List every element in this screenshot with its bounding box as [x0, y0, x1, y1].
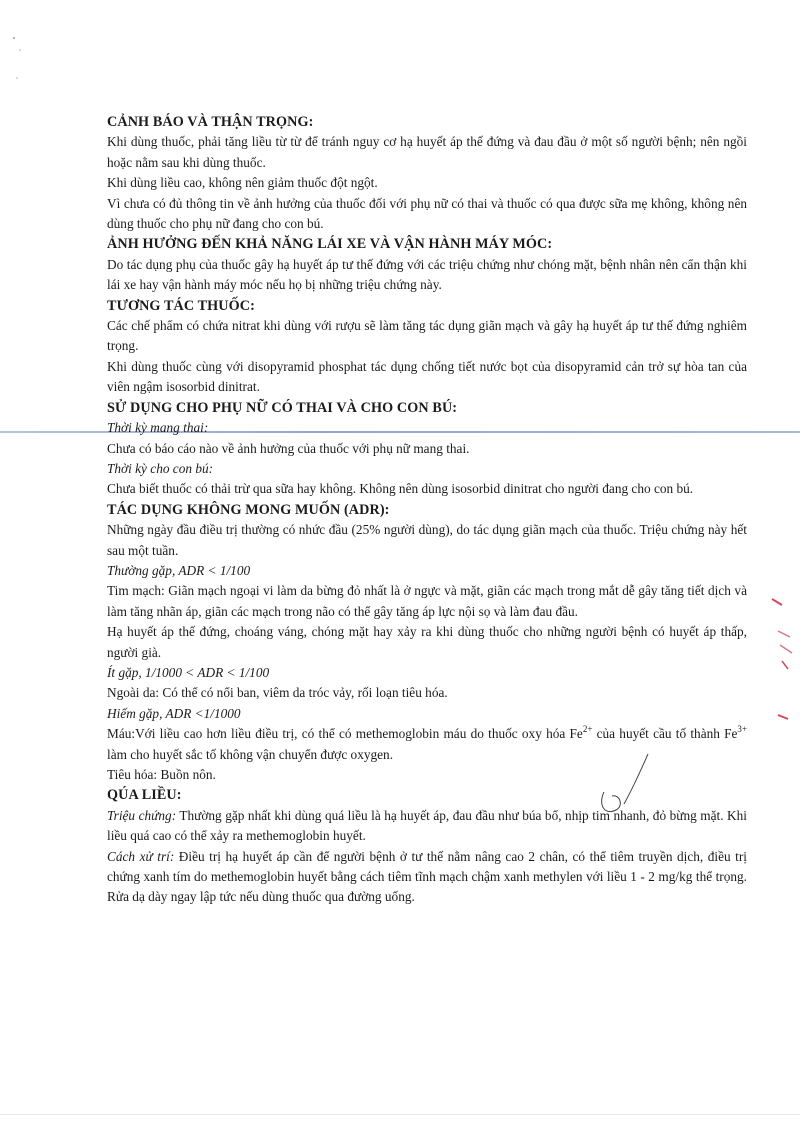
paragraph: Khi dùng thuốc, phải tăng liều từ từ để tránh nguy cơ hạ huyết áp thế đứng và đau đầu ở một số người bệnh; nên ngồi hoặc nằm sau khi dùng thuốc.: [107, 134, 747, 170]
section-heading-warnings: CẢNH BÁO VÀ THẬN TRỌNG:: [107, 114, 314, 130]
paragraph: Tim mạch: Giãn mạch ngoại vi làm da bừng đỏ nhất là ở ngực và mặt, giãn các mạch trong mắt dễ gây tăng tiết dịch và làm tăng nhãn áp, giãn các mạch trong não có thể gây tăng áp lực nội sọ và làm đau đầu.: [107, 583, 747, 619]
page-bottom-edge: [0, 1114, 800, 1115]
paragraph: Do tác dụng phụ của thuốc gây hạ huyết áp tư thế đứng với các triệu chứng như chóng mặt, bệnh nhân nên cẩn thận khi lái xe hay vận hành máy móc nếu họ bị những triệu chứng này.: [107, 256, 747, 293]
paragraph: Chưa có báo cáo nào về ảnh hưởng của thuốc với phụ nữ mang thai.: [107, 440, 470, 456]
text-run: Máu:Với liều cao hơn liều điều trị, có thể có methemoglobin máu do thuốc oxy hóa Fe: [107, 726, 583, 742]
text-run: làm cho huyết sắc tố không vận chuyển được oxygen.: [107, 746, 394, 762]
paragraph-treatment: [107, 847, 747, 908]
subheading: Ít gặp, 1/1000 < ADR < 1/100: [107, 664, 270, 680]
text-run: Điều trị hạ huyết áp cần để người bệnh ở tư thế nằm nâng cao 2 chân, có thể tiêm truyền dịch, điều trị chứng xanh tím do methemoglobin huyết bằng cách tiêm tĩnh mạch chậm xanh methylen với liều 1 - 2 mg/kg thể trọng. Rửa dạ dày ngay lập tức nếu dùng thuốc qua đường uống.: [107, 848, 747, 905]
subheading: Thời kỳ mang thai:: [107, 420, 209, 436]
paragraph: Khi dùng thuốc cùng với disopyramid phosphat tác dụng chống tiết nước bọt của disopyramid cản trở sự hòa tan của viên ngậm isosorbid dinitrat.: [107, 358, 747, 395]
inline-subheading: Triệu chứng:: [107, 807, 177, 823]
paragraph: Hạ huyết áp thế đứng, choáng váng, chóng mặt hay xảy ra khi dùng thuốc cho những người bệnh có huyết áp thấp, người già.: [107, 624, 747, 660]
inline-subheading: Cách xử trí:: [107, 848, 175, 864]
paragraph: Khi dùng liều cao, không nên giảm thuốc đột ngột.: [107, 175, 378, 191]
document-page: [107, 112, 747, 908]
subheading: Thường gặp, ADR < 1/100: [107, 562, 251, 578]
paragraph: Ngoài da: Có thể có nổi ban, viêm da tróc vảy, rối loạn tiêu hóa.: [107, 685, 448, 701]
paragraph: Tiêu hóa: Buồn nôn.: [107, 767, 216, 782]
paragraph: Chưa biết thuốc có thải trừ qua sữa hay không. Không nên dùng isosorbid dinitrat cho người đang cho con bú.: [107, 481, 694, 497]
subheading: Thời kỳ cho con bú:: [107, 460, 214, 476]
section-heading-adr: TÁC DỤNG KHÔNG MONG MUỐN (ADR):: [107, 501, 390, 518]
paragraph: Vì chưa có đủ thông tin về ảnh hưởng của thuốc đối với phụ nữ có thai và thuốc có qua được sữa mẹ không, không nên dùng thuốc cho phụ nữ đang cho con bú.: [107, 195, 747, 232]
superscript: 3+: [737, 723, 747, 734]
red-stamp-edge: [768, 595, 798, 725]
superscript: 2+: [582, 723, 593, 734]
paragraph-blood: [107, 724, 747, 765]
paragraph: Những ngày đầu điều trị thường có nhức đầu (25% người dùng), do tác dụng giãn mạch của thuốc. Triệu chứng này hết sau một tuần.: [107, 522, 747, 558]
scan-dust-marks: [10, 34, 30, 84]
paragraph: Các chế phẩm có chứa nitrat khi dùng với rượu sẽ làm tăng tác dụng giãn mạch và gây hạ huyết áp tư thế đứng nghiêm trọng.: [107, 318, 747, 354]
section-heading-driving: ẢNH HƯỞNG ĐẾN KHẢ NĂNG LÁI XE VÀ VẬN HÀNH MÁY MÓC:: [107, 236, 553, 253]
text-run: Thường gặp nhất khi dùng quá liều là hạ huyết áp, đau đầu như búa bổ, nhịp tim nhanh, đỏ bừng mặt. Khi liều quá cao có thể xảy ra methemoglobin huyết.: [107, 807, 747, 844]
section-heading-pregnancy: SỬ DỤNG CHO PHỤ NỮ CÓ THAI VÀ CHO CON BÚ:: [107, 399, 458, 416]
subheading: Hiếm gặp, ADR <1/1000: [107, 705, 241, 721]
paragraph-symptoms: [107, 806, 747, 847]
text-run: của huyết cầu tố thành Fe: [592, 726, 738, 742]
section-heading-interactions: TƯƠNG TÁC THUỐC:: [107, 297, 255, 314]
section-heading-overdose: QÚA LIỀU:: [107, 787, 182, 804]
